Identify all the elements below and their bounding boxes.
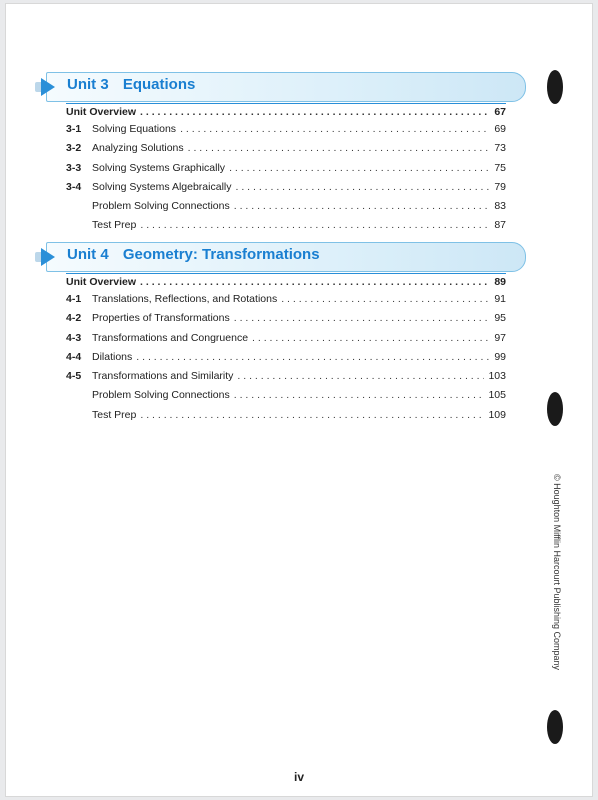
- toc-row[interactable]: [66, 409, 506, 428]
- unit-4-banner: [46, 242, 526, 272]
- toc-row[interactable]: [66, 351, 506, 370]
- toc-page: 103: [488, 370, 506, 383]
- toc-title: Solving Equations: [92, 123, 177, 135]
- toc-title: Unit Overview: [66, 276, 137, 288]
- unit-3-contents: [66, 103, 506, 239]
- leader-dots: [234, 389, 485, 401]
- leader-dots: [234, 200, 491, 212]
- binder-hole-middle: [547, 392, 563, 426]
- toc-page: 75: [494, 161, 506, 174]
- toc-row[interactable]: [66, 293, 506, 312]
- leader-dots: [281, 293, 490, 305]
- toc-title: Solving Systems Graphically: [92, 161, 226, 174]
- leader-dots: [140, 106, 490, 118]
- unit-number: Unit 4: [67, 246, 109, 263]
- unit-3-heading: [67, 76, 195, 93]
- toc-page: 69: [494, 123, 506, 135]
- lesson-code: 3-4: [66, 180, 82, 193]
- page-number: iv: [293, 770, 304, 784]
- unit-number: Unit 3: [67, 76, 109, 93]
- lesson-code: 4-2: [66, 312, 82, 325]
- leader-dots: [140, 219, 490, 231]
- leader-dots: [140, 276, 490, 288]
- unit-3-banner: [46, 72, 526, 102]
- binder-hole-top: [547, 70, 563, 104]
- toc-row[interactable]: [66, 332, 506, 351]
- toc-row[interactable]: [66, 219, 506, 238]
- toc-title: Transformations and Congruence: [92, 331, 249, 344]
- toc-title: Test Prep: [92, 219, 137, 232]
- page: [6, 4, 592, 796]
- leader-dots: [235, 181, 490, 193]
- unit-name: Equations: [122, 76, 196, 93]
- toc-row[interactable]: [66, 370, 506, 389]
- leader-dots: [136, 351, 490, 363]
- toc-row[interactable]: [66, 181, 506, 200]
- unit-name: Geometry: Transformations: [122, 246, 320, 263]
- toc-title: Translations, Reflections, and Rotations: [92, 293, 278, 305]
- arrow-icon: [41, 248, 55, 266]
- toc-page: 67: [494, 106, 506, 118]
- toc-page: 91: [494, 293, 506, 305]
- leader-dots: [237, 370, 484, 382]
- toc-title: Properties of Transformations: [92, 312, 230, 325]
- toc-row[interactable]: [66, 123, 506, 142]
- copyright-notice: © Houghton Mifflin Harcourt Publishing Company: [552, 474, 562, 671]
- leader-dots: [252, 332, 490, 344]
- toc-row[interactable]: [66, 162, 506, 181]
- lesson-code: 4-5: [66, 370, 82, 383]
- toc-row[interactable]: [66, 200, 506, 219]
- unit-4-heading: [67, 246, 320, 263]
- lesson-code: 3-2: [66, 142, 82, 155]
- unit-4-contents: [66, 273, 506, 428]
- lesson-code: 3-1: [66, 123, 82, 135]
- leader-dots: [180, 123, 490, 135]
- toc-page: 99: [494, 350, 506, 363]
- binder-hole-bottom: [547, 710, 563, 744]
- leader-dots: [188, 142, 491, 154]
- toc-page: 73: [494, 142, 506, 155]
- toc-title: Transformations and Similarity: [92, 370, 234, 383]
- leader-dots: [234, 312, 491, 324]
- toc-page: 87: [494, 219, 506, 232]
- toc-page: 95: [494, 312, 506, 325]
- lesson-code: 4-3: [66, 331, 82, 344]
- lesson-code: 4-4: [66, 350, 82, 363]
- toc-row[interactable]: [66, 312, 506, 331]
- lesson-code: 4-1: [66, 293, 82, 305]
- toc-title: Problem Solving Connections: [92, 389, 230, 402]
- lesson-code: 3-3: [66, 161, 82, 174]
- toc-title: Analyzing Solutions: [92, 142, 184, 155]
- toc-title: Unit Overview: [66, 106, 137, 118]
- leader-dots: [229, 162, 490, 174]
- toc-row[interactable]: [66, 389, 506, 408]
- toc-page: 83: [494, 200, 506, 213]
- toc-title: Problem Solving Connections: [92, 200, 230, 213]
- leader-dots: [140, 409, 484, 421]
- toc-page: 97: [494, 331, 506, 344]
- toc-title: Solving Systems Algebraically: [92, 180, 232, 193]
- toc-title: Test Prep: [92, 408, 137, 421]
- toc-row-unit-overview[interactable]: [66, 273, 506, 293]
- toc-row[interactable]: [66, 142, 506, 161]
- toc-title: Dilations: [92, 350, 133, 363]
- toc-page: 89: [494, 276, 506, 288]
- arrow-icon: [41, 78, 55, 96]
- toc-page: 79: [494, 180, 506, 193]
- toc-page: 109: [488, 408, 506, 421]
- toc-page: 105: [488, 389, 506, 402]
- toc-row-unit-overview[interactable]: [66, 103, 506, 123]
